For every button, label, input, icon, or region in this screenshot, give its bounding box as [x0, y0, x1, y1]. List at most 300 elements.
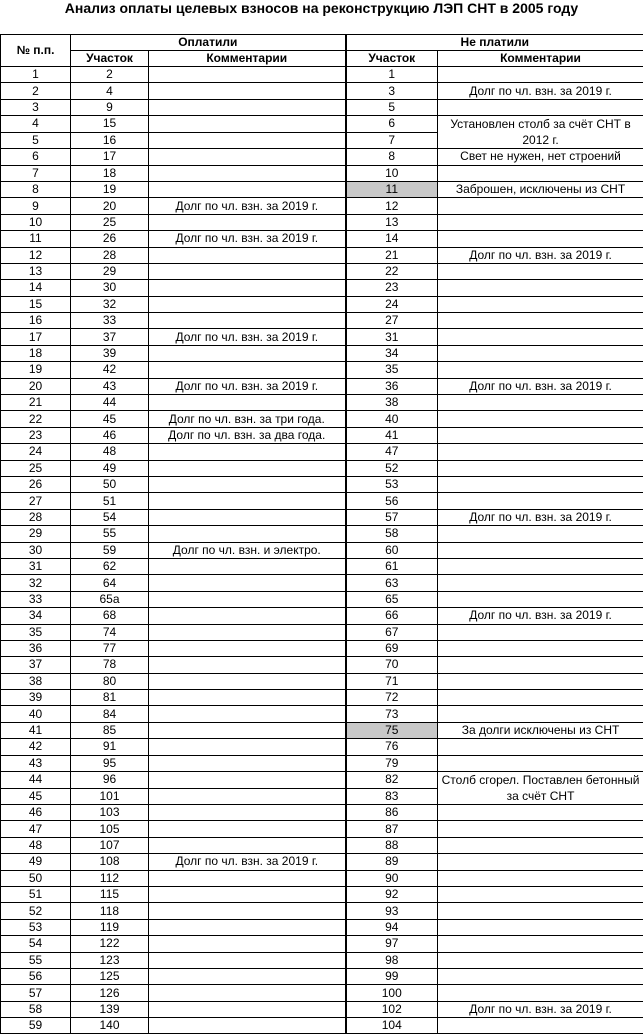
row-number: 43	[1, 755, 71, 771]
paid-comment-cell	[149, 132, 346, 149]
table-row	[1, 149, 643, 165]
not-paid-plot-cell: 90	[346, 870, 438, 886]
row-number: 31	[1, 558, 71, 574]
paid-comment-cell	[149, 903, 346, 919]
paid-comment-cell	[149, 558, 346, 574]
not-paid-plot-cell: 23	[346, 280, 438, 296]
header-paid: Оплатили	[71, 35, 346, 51]
page-title: Анализ оплаты целевых взносов на реконструкцию ЛЭП СНТ в 2005 году	[64, 0, 579, 16]
not-paid-comment-cell	[438, 542, 643, 558]
not-paid-plot-cell: 12	[346, 198, 438, 214]
not-paid-comment-cell	[438, 493, 643, 509]
not-paid-comment-cell	[438, 837, 643, 853]
not-paid-plot-cell: 87	[346, 821, 438, 837]
paid-plot-cell: 96	[71, 772, 149, 789]
row-number: 5	[1, 132, 71, 149]
paid-plot-cell: 19	[71, 181, 149, 197]
paid-plot-cell: 80	[71, 673, 149, 689]
paid-plot-cell: 68	[71, 608, 149, 624]
not-paid-comment-cell	[438, 624, 643, 640]
not-paid-comment-cell: Установлен столб за счёт СНТ в 2012 г.	[438, 116, 643, 149]
not-paid-comment-cell	[438, 214, 643, 230]
row-number: 17	[1, 329, 71, 345]
paid-plot-cell: 84	[71, 706, 149, 722]
row-number: 33	[1, 591, 71, 607]
paid-comment-cell	[149, 460, 346, 476]
table-row	[1, 952, 643, 968]
header-np-plot: Участок	[346, 51, 438, 67]
table-row	[1, 395, 643, 411]
paid-plot-cell: 44	[71, 395, 149, 411]
row-number: 36	[1, 640, 71, 656]
paid-plot-cell: 118	[71, 903, 149, 919]
paid-plot-cell: 139	[71, 1001, 149, 1017]
not-paid-plot-cell: 69	[346, 640, 438, 656]
not-paid-plot-cell: 38	[346, 395, 438, 411]
paid-comment-cell	[149, 837, 346, 853]
table-row	[1, 640, 643, 656]
row-number: 29	[1, 526, 71, 542]
table-row	[1, 837, 643, 853]
table-row	[1, 903, 643, 919]
paid-plot-cell: 122	[71, 936, 149, 952]
paid-plot-cell: 112	[71, 870, 149, 886]
not-paid-plot-cell: 72	[346, 690, 438, 706]
not-paid-comment-cell: Столб сгорел. Поставлен бетонный за счёт СНТ	[438, 772, 643, 805]
not-paid-comment-cell: Долг по чл. взн. за 2019 г.	[438, 1001, 643, 1017]
table-row	[1, 198, 643, 214]
not-paid-plot-cell: 60	[346, 542, 438, 558]
not-paid-comment-cell	[438, 395, 643, 411]
not-paid-plot-cell: 36	[346, 378, 438, 394]
row-number: 25	[1, 460, 71, 476]
not-paid-comment-cell	[438, 345, 643, 361]
paid-comment-cell: Долг по чл. взн. за два года.	[149, 427, 346, 443]
not-paid-plot-cell: 1	[346, 67, 438, 83]
table-row	[1, 542, 643, 558]
table-row	[1, 280, 643, 296]
not-paid-plot-cell: 41	[346, 427, 438, 443]
paid-plot-cell: 18	[71, 165, 149, 181]
not-paid-plot-cell: 21	[346, 247, 438, 263]
table-row	[1, 968, 643, 984]
not-paid-comment-cell	[438, 805, 643, 821]
table-row	[1, 1001, 643, 1017]
not-paid-comment-cell	[438, 1018, 643, 1034]
paid-comment-cell	[149, 345, 346, 361]
paid-plot-cell: 62	[71, 558, 149, 574]
row-number: 49	[1, 854, 71, 870]
row-number: 57	[1, 985, 71, 1001]
paid-comment-cell	[149, 821, 346, 837]
not-paid-plot-cell: 93	[346, 903, 438, 919]
row-number: 7	[1, 165, 71, 181]
not-paid-comment-cell: Долг по чл. взн. за 2019 г.	[438, 247, 643, 263]
row-number: 1	[1, 67, 71, 83]
row-number: 9	[1, 198, 71, 214]
row-number: 37	[1, 657, 71, 673]
paid-comment-cell	[149, 296, 346, 312]
not-paid-plot-cell: 79	[346, 755, 438, 771]
not-paid-comment-cell	[438, 99, 643, 115]
not-paid-comment-cell	[438, 231, 643, 247]
not-paid-comment-cell	[438, 968, 643, 984]
not-paid-comment-cell: Долг по чл. взн. за 2019 г.	[438, 378, 643, 394]
not-paid-comment-cell	[438, 936, 643, 952]
not-paid-comment-cell	[438, 558, 643, 574]
paid-comment-cell	[149, 886, 346, 902]
not-paid-comment-cell	[438, 673, 643, 689]
row-number: 56	[1, 968, 71, 984]
table-row	[1, 985, 643, 1001]
table-row	[1, 755, 643, 771]
not-paid-comment-cell	[438, 919, 643, 935]
paid-plot-cell: 140	[71, 1018, 149, 1034]
not-paid-comment-cell: Долг по чл. взн. за 2019 г.	[438, 509, 643, 525]
paid-plot-cell: 46	[71, 427, 149, 443]
not-paid-plot-cell: 10	[346, 165, 438, 181]
paid-comment-cell	[149, 181, 346, 197]
table-row	[1, 1018, 643, 1034]
paid-plot-cell: 28	[71, 247, 149, 263]
paid-comment-cell	[149, 657, 346, 673]
paid-plot-cell: 51	[71, 493, 149, 509]
not-paid-comment-cell	[438, 755, 643, 771]
paid-comment-cell	[149, 985, 346, 1001]
table-row	[1, 378, 643, 394]
not-paid-plot-cell: 97	[346, 936, 438, 952]
table-row	[1, 329, 643, 345]
paid-plot-cell: 123	[71, 952, 149, 968]
table-row	[1, 673, 643, 689]
paid-comment-cell	[149, 870, 346, 886]
row-number: 24	[1, 444, 71, 460]
not-paid-comment-cell: Свет не нужен, нет строений	[438, 149, 643, 165]
not-paid-comment-cell	[438, 952, 643, 968]
paid-comment-cell	[149, 313, 346, 329]
not-paid-plot-cell: 11	[346, 181, 438, 197]
row-number: 22	[1, 411, 71, 427]
table-row	[1, 99, 643, 115]
paid-plot-cell: 107	[71, 837, 149, 853]
paid-plot-cell: 78	[71, 657, 149, 673]
table-row	[1, 722, 643, 738]
not-paid-plot-cell: 102	[346, 1001, 438, 1017]
paid-plot-cell: 29	[71, 263, 149, 279]
paid-comment-cell	[149, 640, 346, 656]
paid-comment-cell	[149, 149, 346, 165]
paid-comment-cell	[149, 952, 346, 968]
table-row	[1, 624, 643, 640]
paid-comment-cell	[149, 526, 346, 542]
row-number: 46	[1, 805, 71, 821]
paid-comment-cell: Долг по чл. взн. за три года.	[149, 411, 346, 427]
paid-comment-cell	[149, 395, 346, 411]
paid-plot-cell: 42	[71, 362, 149, 378]
table-row	[1, 870, 643, 886]
not-paid-plot-cell: 22	[346, 263, 438, 279]
row-number: 14	[1, 280, 71, 296]
paid-plot-cell: 25	[71, 214, 149, 230]
row-number: 4	[1, 116, 71, 133]
paid-comment-cell	[149, 591, 346, 607]
not-paid-comment-cell	[438, 657, 643, 673]
paid-plot-cell: 2	[71, 67, 149, 83]
paid-comment-cell	[149, 247, 346, 263]
paid-comment-cell	[149, 1018, 346, 1034]
paid-plot-cell: 81	[71, 690, 149, 706]
not-paid-plot-cell: 40	[346, 411, 438, 427]
not-paid-plot-cell: 56	[346, 493, 438, 509]
paid-plot-cell: 43	[71, 378, 149, 394]
not-paid-comment-cell: Долг по чл. взн. за 2019 г.	[438, 83, 643, 99]
row-number: 27	[1, 493, 71, 509]
table-row	[1, 411, 643, 427]
not-paid-plot-cell: 98	[346, 952, 438, 968]
not-paid-comment-cell	[438, 67, 643, 83]
row-number: 26	[1, 476, 71, 492]
row-number: 47	[1, 821, 71, 837]
table-row	[1, 558, 643, 574]
not-paid-comment-cell	[438, 739, 643, 755]
row-number: 44	[1, 772, 71, 789]
paid-comment-cell	[149, 362, 346, 378]
paid-comment-cell	[149, 673, 346, 689]
not-paid-plot-cell: 76	[346, 739, 438, 755]
paid-plot-cell: 15	[71, 116, 149, 133]
table-row	[1, 493, 643, 509]
row-number: 52	[1, 903, 71, 919]
not-paid-plot-cell: 8	[346, 149, 438, 165]
paid-plot-cell: 9	[71, 99, 149, 115]
paid-plot-cell: 30	[71, 280, 149, 296]
not-paid-comment-cell	[438, 198, 643, 214]
paid-plot-cell: 103	[71, 805, 149, 821]
table-row	[1, 690, 643, 706]
not-paid-comment-cell	[438, 165, 643, 181]
table-row	[1, 263, 643, 279]
not-paid-comment-cell	[438, 263, 643, 279]
not-paid-plot-cell: 5	[346, 99, 438, 115]
not-paid-plot-cell: 71	[346, 673, 438, 689]
not-paid-comment-cell	[438, 427, 643, 443]
not-paid-plot-cell: 24	[346, 296, 438, 312]
paid-comment-cell	[149, 706, 346, 722]
table-row	[1, 247, 643, 263]
table-row	[1, 231, 643, 247]
row-number: 34	[1, 608, 71, 624]
not-paid-comment-cell	[438, 886, 643, 902]
table-row	[1, 706, 643, 722]
not-paid-plot-cell: 89	[346, 854, 438, 870]
paid-plot-cell: 91	[71, 739, 149, 755]
not-paid-comment-cell	[438, 526, 643, 542]
not-paid-comment-cell	[438, 329, 643, 345]
not-paid-comment-cell	[438, 296, 643, 312]
not-paid-plot-cell: 6	[346, 116, 438, 133]
paid-plot-cell: 85	[71, 722, 149, 738]
table-row	[1, 67, 643, 83]
paid-comment-cell	[149, 772, 346, 789]
paid-plot-cell: 74	[71, 624, 149, 640]
table-row	[1, 509, 643, 525]
not-paid-plot-cell: 34	[346, 345, 438, 361]
not-paid-comment-cell: Долг по чл. взн. за 2019 г.	[438, 608, 643, 624]
paid-plot-cell: 125	[71, 968, 149, 984]
not-paid-plot-cell: 70	[346, 657, 438, 673]
paid-plot-cell: 39	[71, 345, 149, 361]
row-number: 58	[1, 1001, 71, 1017]
not-paid-comment-cell	[438, 411, 643, 427]
paid-comment-cell	[149, 919, 346, 935]
not-paid-plot-cell: 53	[346, 476, 438, 492]
table-row	[1, 575, 643, 591]
paid-comment-cell	[149, 624, 346, 640]
paid-plot-cell: 55	[71, 526, 149, 542]
not-paid-plot-cell: 31	[346, 329, 438, 345]
not-paid-comment-cell	[438, 870, 643, 886]
row-number: 3	[1, 99, 71, 115]
not-paid-comment-cell: За долги исключены из СНТ	[438, 722, 643, 738]
table-row	[1, 165, 643, 181]
paid-comment-cell: Долг по чл. взн. и электро.	[149, 542, 346, 558]
paid-comment-cell	[149, 280, 346, 296]
table-row	[1, 772, 643, 789]
not-paid-plot-cell: 92	[346, 886, 438, 902]
paid-comment-cell: Долг по чл. взн. за 2019 г.	[149, 329, 346, 345]
not-paid-plot-cell: 65	[346, 591, 438, 607]
paid-plot-cell: 119	[71, 919, 149, 935]
row-number: 10	[1, 214, 71, 230]
paid-comment-cell	[149, 936, 346, 952]
row-number: 20	[1, 378, 71, 394]
not-paid-plot-cell: 7	[346, 132, 438, 149]
paid-comment-cell	[149, 575, 346, 591]
not-paid-plot-cell: 66	[346, 608, 438, 624]
not-paid-comment-cell	[438, 985, 643, 1001]
not-paid-plot-cell: 52	[346, 460, 438, 476]
not-paid-plot-cell: 83	[346, 788, 438, 805]
not-paid-comment-cell	[438, 690, 643, 706]
paid-comment-cell	[149, 493, 346, 509]
paid-plot-cell: 48	[71, 444, 149, 460]
not-paid-plot-cell: 94	[346, 919, 438, 935]
not-paid-plot-cell: 35	[346, 362, 438, 378]
row-number: 42	[1, 739, 71, 755]
table-row	[1, 608, 643, 624]
not-paid-comment-cell	[438, 476, 643, 492]
not-paid-plot-cell: 27	[346, 313, 438, 329]
row-number: 19	[1, 362, 71, 378]
table-row	[1, 739, 643, 755]
not-paid-plot-cell: 61	[346, 558, 438, 574]
paid-plot-cell: 64	[71, 575, 149, 591]
row-number: 11	[1, 231, 71, 247]
table-row	[1, 362, 643, 378]
header-not-paid: Не платили	[346, 35, 643, 51]
row-number: 8	[1, 181, 71, 197]
paid-plot-cell: 101	[71, 788, 149, 805]
table-row	[1, 181, 643, 197]
paid-plot-cell: 50	[71, 476, 149, 492]
paid-plot-cell: 115	[71, 886, 149, 902]
not-paid-plot-cell: 73	[346, 706, 438, 722]
row-number: 59	[1, 1018, 71, 1034]
row-number: 50	[1, 870, 71, 886]
paid-comment-cell	[149, 165, 346, 181]
paid-plot-cell: 32	[71, 296, 149, 312]
row-number: 40	[1, 706, 71, 722]
not-paid-plot-cell: 100	[346, 985, 438, 1001]
paid-comment-cell: Долг по чл. взн. за 2019 г.	[149, 854, 346, 870]
not-paid-plot-cell: 57	[346, 509, 438, 525]
row-number: 48	[1, 837, 71, 853]
header-paid-comments: Комментарии	[149, 51, 346, 67]
row-number: 2	[1, 83, 71, 99]
table-row	[1, 444, 643, 460]
paid-plot-cell: 95	[71, 755, 149, 771]
not-paid-comment-cell	[438, 280, 643, 296]
row-number: 41	[1, 722, 71, 738]
not-paid-comment-cell	[438, 313, 643, 329]
not-paid-plot-cell: 3	[346, 83, 438, 99]
row-number: 45	[1, 788, 71, 805]
not-paid-plot-cell: 86	[346, 805, 438, 821]
table-row	[1, 83, 643, 99]
row-number: 6	[1, 149, 71, 165]
table-row	[1, 296, 643, 312]
header-num: № п.п.	[1, 35, 71, 67]
table-row	[1, 821, 643, 837]
not-paid-plot-cell: 58	[346, 526, 438, 542]
row-number: 51	[1, 886, 71, 902]
table-row	[1, 476, 643, 492]
table-row	[1, 805, 643, 821]
paid-comment-cell	[149, 116, 346, 133]
row-number: 32	[1, 575, 71, 591]
table-row	[1, 460, 643, 476]
header-paid-plot: Участок	[71, 51, 149, 67]
not-paid-plot-cell: 63	[346, 575, 438, 591]
paid-comment-cell	[149, 444, 346, 460]
paid-comment-cell	[149, 214, 346, 230]
not-paid-plot-cell: 67	[346, 624, 438, 640]
not-paid-plot-cell: 88	[346, 837, 438, 853]
table-row	[1, 886, 643, 902]
paid-comment-cell	[149, 805, 346, 821]
paid-comment-cell	[149, 263, 346, 279]
table-row	[1, 526, 643, 542]
table-body	[1, 67, 643, 1034]
not-paid-comment-cell: Заброшен, исключены из СНТ	[438, 181, 643, 197]
not-paid-comment-cell	[438, 362, 643, 378]
not-paid-plot-cell: 99	[346, 968, 438, 984]
row-number: 28	[1, 509, 71, 525]
paid-plot-cell: 108	[71, 854, 149, 870]
paid-plot-cell: 49	[71, 460, 149, 476]
row-number: 16	[1, 313, 71, 329]
table-row	[1, 854, 643, 870]
not-paid-plot-cell: 82	[346, 772, 438, 789]
paid-comment-cell: Долг по чл. взн. за 2019 г.	[149, 231, 346, 247]
paid-comment-cell	[149, 476, 346, 492]
row-number: 30	[1, 542, 71, 558]
not-paid-comment-cell	[438, 854, 643, 870]
table-row	[1, 591, 643, 607]
payments-table	[0, 34, 643, 1034]
paid-plot-cell: 33	[71, 313, 149, 329]
paid-comment-cell: Долг по чл. взн. за 2019 г.	[149, 378, 346, 394]
